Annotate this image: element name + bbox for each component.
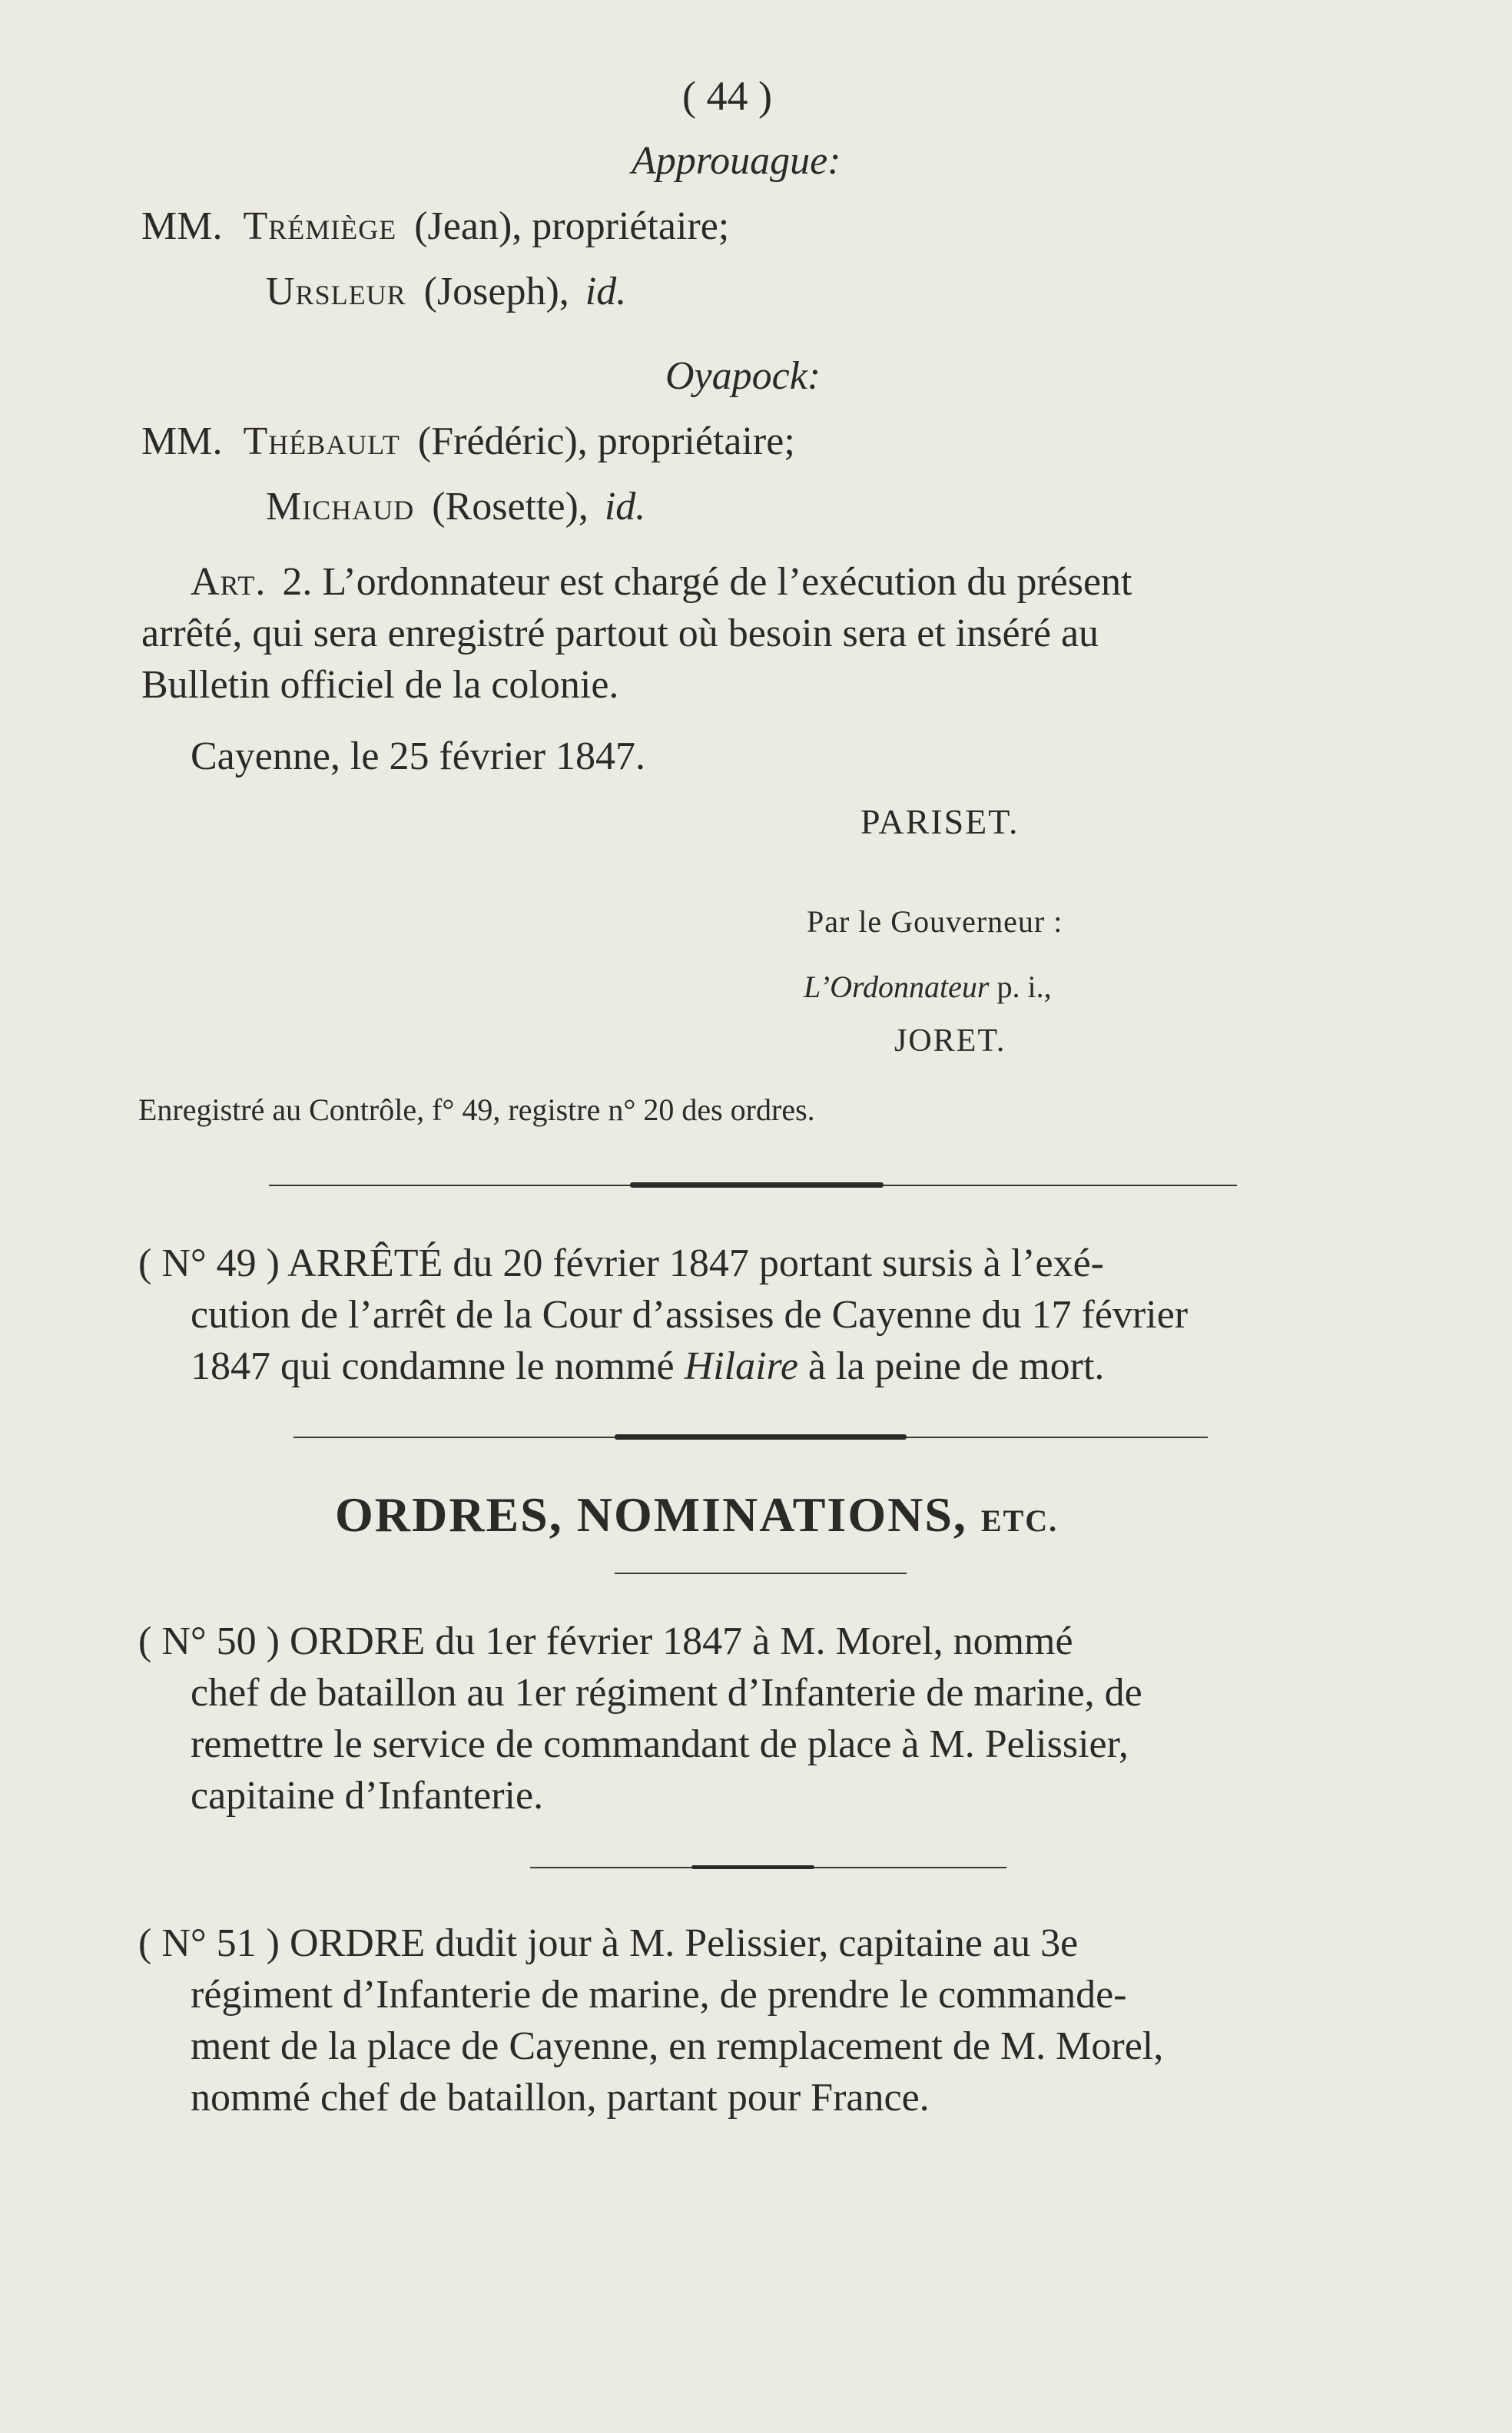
- page-number: ( 44 ): [682, 73, 772, 119]
- arrete-49-line-1: ( N° 49 ) ARRÊTÉ du 20 février 1847 portant sursis à l’exé-: [138, 1241, 1104, 1285]
- ordre-50-line-3: remettre le service de commandant de place à M. Pelissier,: [191, 1722, 1129, 1766]
- arrete-49-line-2: cution de l’arrêt de la Cour d’assises de Cayenne du 17 février: [191, 1293, 1189, 1337]
- article-2-line-1: Art. 2. L’ordonnateur est chargé de l’exécution du présent: [191, 560, 1132, 604]
- separator-ornament: [615, 1434, 907, 1440]
- ordre-51-line-2: régiment d’Infanterie de marine, de prendre le commande-: [191, 1973, 1127, 2017]
- section-title-oyapock: Oyapock:: [665, 354, 821, 398]
- person-name: Thébault: [243, 419, 400, 463]
- article-2-line-2: arrêté, qui sera enregistré partout où besoin sera et inséré au: [141, 612, 1099, 655]
- ordonnateur-line: L’Ordonnateur p. i.,: [804, 970, 1052, 1004]
- list-item: MM. Trémiège (Jean), propriétaire;: [141, 204, 730, 248]
- person-name: Ursleur: [266, 270, 406, 313]
- article-2-line-3: Bulletin officiel de la colonie.: [141, 663, 619, 707]
- section-heading: ORDRES, NOMINATIONS, ETC.: [335, 1487, 1059, 1542]
- par-le-gouverneur: Par le Gouverneur :: [807, 904, 1063, 939]
- separator-ornament: [630, 1182, 884, 1188]
- arrete-49-line-3: 1847 qui condamne le nommé Hilaire à la peine de mort.: [191, 1344, 1105, 1388]
- person-name: Michaud: [266, 485, 415, 529]
- date-line: Cayenne, le 25 février 1847.: [191, 734, 646, 778]
- person-name: Trémiège: [243, 204, 397, 248]
- heading-underline: [615, 1573, 907, 1574]
- ordre-50-line-1: ( N° 50 ) ORDRE du 1er février 1847 à M. Morel, nommé: [138, 1619, 1073, 1663]
- registration-note: Enregistré au Contrôle, f° 49, registre n° 20 des ordres.: [138, 1092, 815, 1127]
- ordre-50-line-2: chef de bataillon au 1er régiment d’Infanterie de marine, de: [191, 1671, 1142, 1715]
- ordonnateur-signature: JORET.: [894, 1023, 1006, 1059]
- ordre-51-line-4: nommé chef de bataillon, partant pour France.: [191, 2076, 930, 2120]
- list-item: MM. Thébault (Frédéric), propriétaire;: [141, 419, 795, 463]
- separator-ornament: [691, 1865, 814, 1869]
- ordre-51-line-1: ( N° 51 ) ORDRE dudit jour à M. Pelissier, capitaine au 3e: [138, 1921, 1079, 1965]
- section-title-approuague: Approuague:: [632, 139, 841, 183]
- governor-signature: PARISET.: [860, 802, 1020, 841]
- ordre-50-line-4: capitaine d’Infanterie.: [191, 1774, 544, 1818]
- list-item: Ursleur (Joseph), id.: [266, 270, 627, 313]
- list-item: Michaud (Rosette), id.: [266, 485, 646, 529]
- ordre-51-line-3: ment de la place de Cayenne, en remplacement de M. Morel,: [191, 2024, 1164, 2068]
